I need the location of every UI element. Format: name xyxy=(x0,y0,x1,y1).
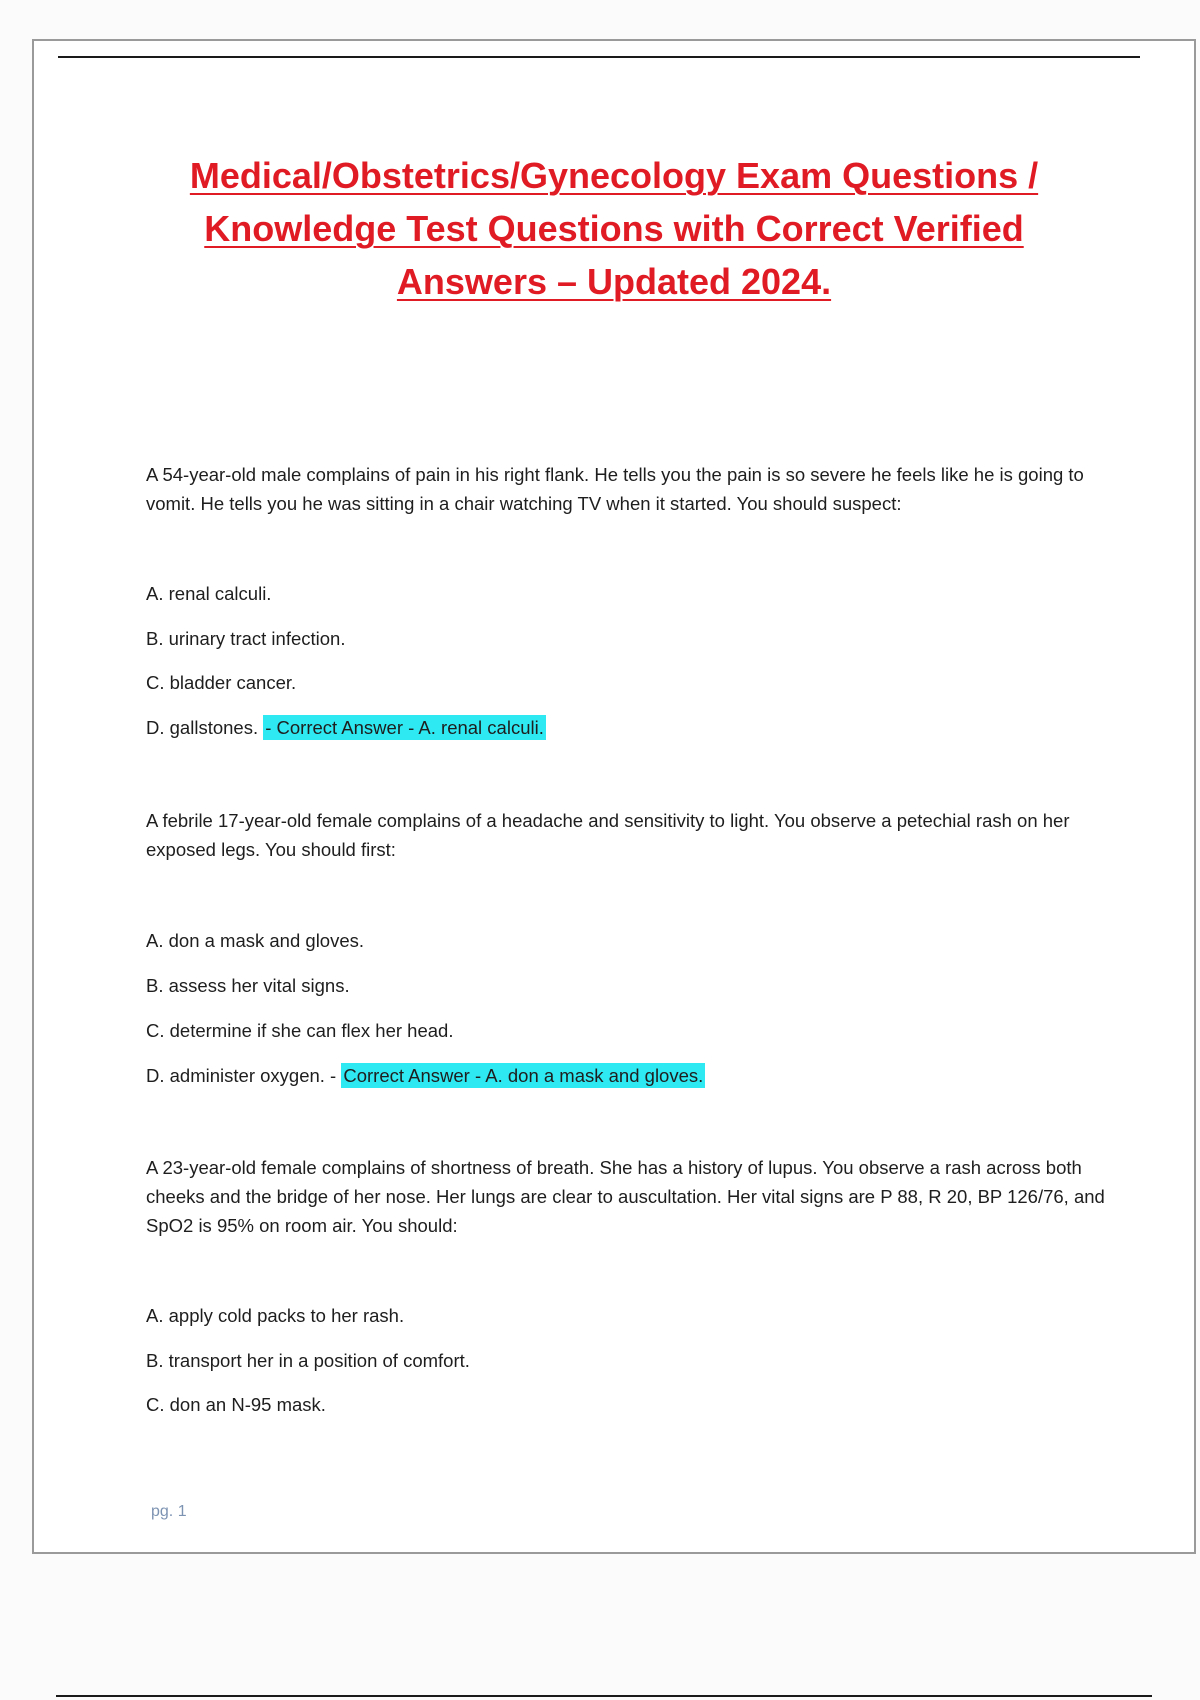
option-d-text: D. administer oxygen. xyxy=(146,1065,325,1086)
title-line-2: Knowledge Test Questions with Correct Verified xyxy=(204,208,1024,249)
option-b: B. transport her in a position of comfort. xyxy=(146,1350,470,1371)
page-number: pg. 1 xyxy=(151,1503,187,1520)
option-a: A. renal calculi. xyxy=(146,583,272,604)
document-title xyxy=(34,149,1194,308)
question-block-2 xyxy=(146,806,1126,864)
option-d xyxy=(146,716,546,740)
option-c: C. determine if she can flex her head. xyxy=(146,1020,454,1041)
option-d-text: D. gallstones. xyxy=(146,717,259,738)
option-a: A. don a mask and gloves. xyxy=(146,930,365,951)
question-block-3 xyxy=(146,1153,1126,1240)
title-line-3: Answers – Updated 2024. xyxy=(396,261,832,302)
option-c: C. bladder cancer. xyxy=(146,672,297,693)
title-line-1: Medical/Obstetrics/Gynecology Exam Questions / xyxy=(189,155,1039,196)
document-page xyxy=(32,39,1196,1554)
question-prompt: A febrile 17-year-old female complains of a headache and sensitivity to light. You observe a petechial rash on her exposed legs. You should first: xyxy=(146,810,1070,860)
option-d xyxy=(146,1064,705,1088)
question-block-1 xyxy=(146,460,1126,518)
question-prompt: A 23-year-old female complains of shortness of breath. She has a history of lupus. You observe a rash across both cheeks and the bridge of her nose. Her lungs are clear to auscultation. Her vital signs are P 88, R 20, BP 126/76, and SpO2 is 95% on room air. You should: xyxy=(146,1157,1105,1236)
correct-answer-highlight: - Correct Answer - A. renal calculi. xyxy=(265,717,544,738)
header-rule xyxy=(58,56,1140,58)
option-a: A. apply cold packs to her rash. xyxy=(146,1305,405,1326)
option-b: B. assess her vital signs. xyxy=(146,975,350,996)
option-c: C. don an N-95 mask. xyxy=(146,1394,326,1415)
question-prompt: A 54-year-old male complains of pain in his right flank. He tells you the pain is so severe he feels like he is going to vomit. He tells you he was sitting in a chair watching TV when it started. You should suspect: xyxy=(146,464,1084,514)
next-page-header-rule xyxy=(56,1695,1152,1697)
option-b: B. urinary tract infection. xyxy=(146,628,346,649)
answer-separator: - xyxy=(324,1065,342,1086)
correct-answer-highlight: Correct Answer - A. don a mask and gloves. xyxy=(343,1065,704,1086)
